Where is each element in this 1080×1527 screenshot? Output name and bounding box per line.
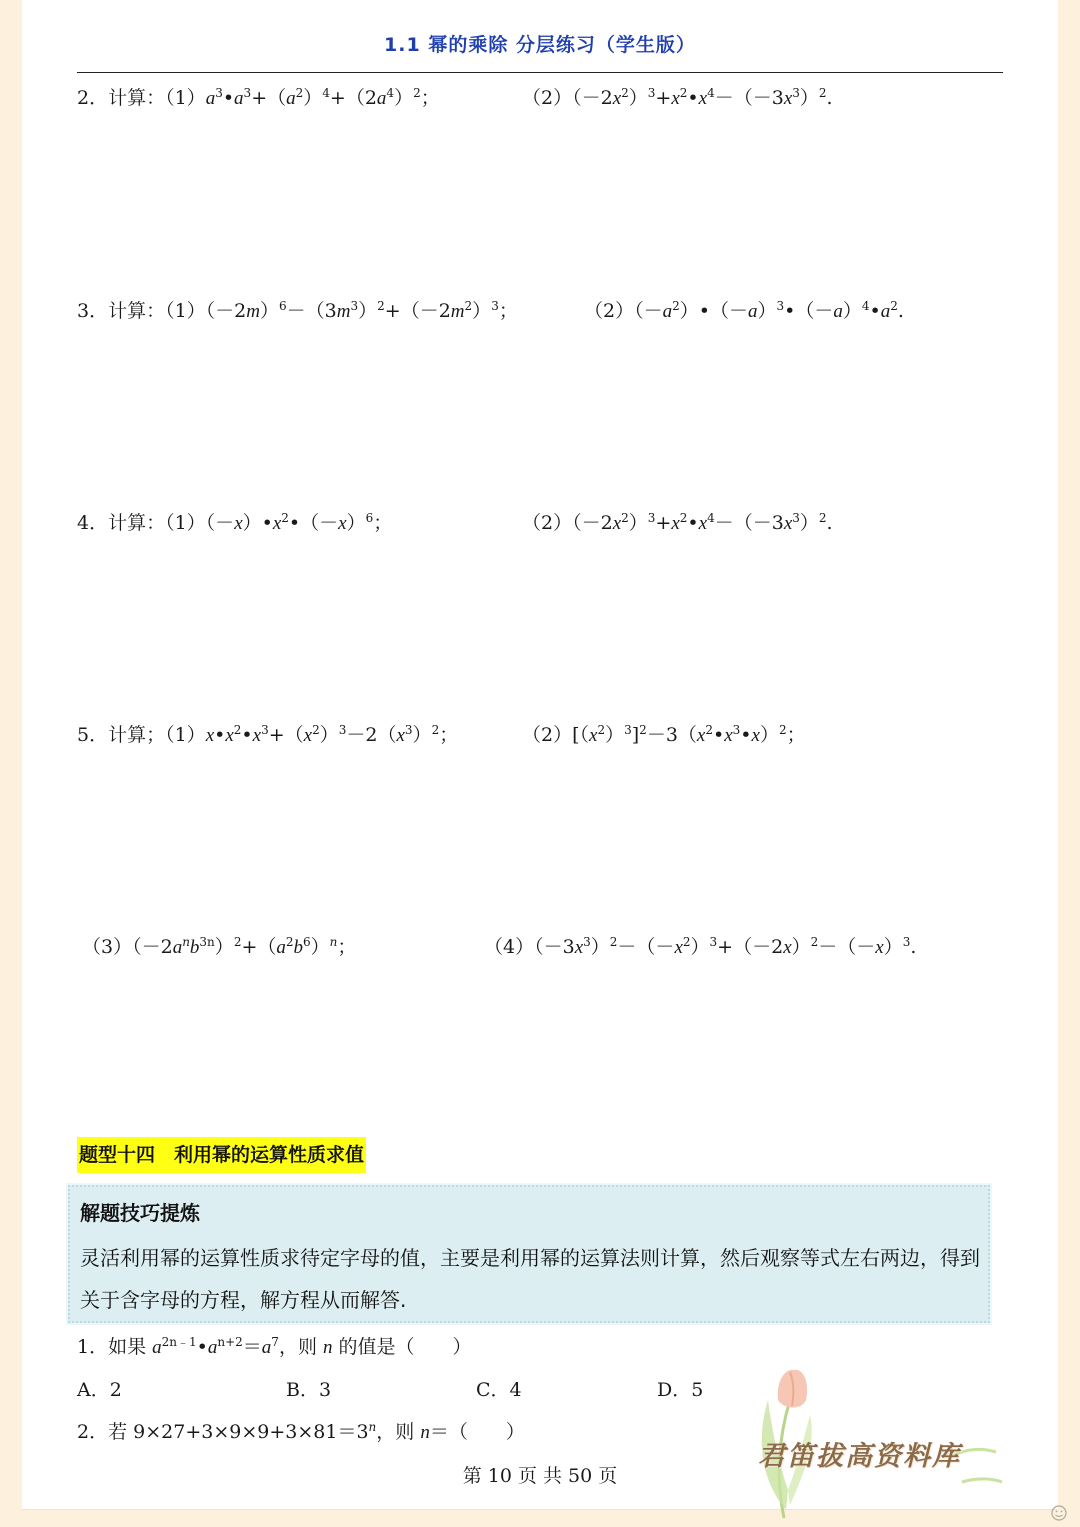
watermark-text: 君笛拔高资料库	[758, 1441, 961, 1472]
option-d: D．5	[657, 1379, 704, 1401]
option-a: A．2	[77, 1379, 122, 1401]
page-title: 1.1 幂的乘除 分层练习（学生版）	[384, 34, 696, 56]
header-divider	[77, 72, 1003, 73]
smiley-icon	[1050, 1504, 1068, 1522]
problem-4-part-2: $(2)(-2x^2)^3+x^2•x^4-(-3x^3)^2$.	[522, 511, 833, 534]
option-b: B．3	[286, 1379, 332, 1401]
problem-5-part-3: $(3)(-2a^nb^{3n})^2+(a^2b^6)^n$；	[82, 935, 357, 958]
tips-title: 解题技巧提炼	[80, 1201, 200, 1225]
mc-question-1: 1．如果 $a^{2n﹣1}•a^{n+2}=a^7$，则 n 的值是（ ）	[77, 1335, 472, 1358]
problem-2-part-2: $(2)(-2x^2)^3+x^2•x^4-(-3x^3)^2$.	[522, 86, 833, 109]
problem-5-part-4: $(4)(-3x^3)^2-(-x^2)^3+(-2x)^2-(-x)^3$.	[484, 935, 917, 958]
mc-question-2: 2．若 $9\times 27+3\times 9\times 9+3\times 81=3^n$，则 n＝（ ）	[77, 1420, 525, 1443]
problem-4-part-1: 4．计算：$(1)(-x)•x^2•(-x)^6$；	[77, 511, 393, 534]
tips-body: 灵活利用幂的运算性质求待定字母的值，主要是利用幂的运算法则计算，然后观察等式左右两边，得到关于含字母的方程，解方程从而解答.	[80, 1246, 980, 1312]
problem-3-part-2: $(2)(-a^2)•(-a)^3•(-a)^4•a^2$.	[584, 299, 904, 322]
problem-3-part-1: 3．计算：$(1)(-2m)^6-(3m^3)^2+(-2m^2)^3$；	[77, 299, 518, 322]
problem-5-part-2: $(2)[(x^2)^3]^2-3(x^2•x^3•x)^2$；	[522, 723, 806, 746]
worksheet-page	[22, 0, 1058, 1510]
tulip-watermark	[706, 1360, 1006, 1520]
problem-2-part-1: 2．计算：$(1)a^3•a^3+(a^2)^4+(2a^4)^2$；	[77, 86, 440, 109]
section-tag: 题型十四 利用幂的运算性质求值	[77, 1137, 366, 1173]
tips-box	[68, 1185, 990, 1323]
page-number: 第 10 页 共 50 页	[462, 1465, 618, 1487]
problem-5-part-1: 5．计算；$(1)x•x^2•x^3+(x^2)^3-2(x^3)^2$；	[77, 723, 459, 746]
option-c: C．4	[476, 1379, 522, 1401]
